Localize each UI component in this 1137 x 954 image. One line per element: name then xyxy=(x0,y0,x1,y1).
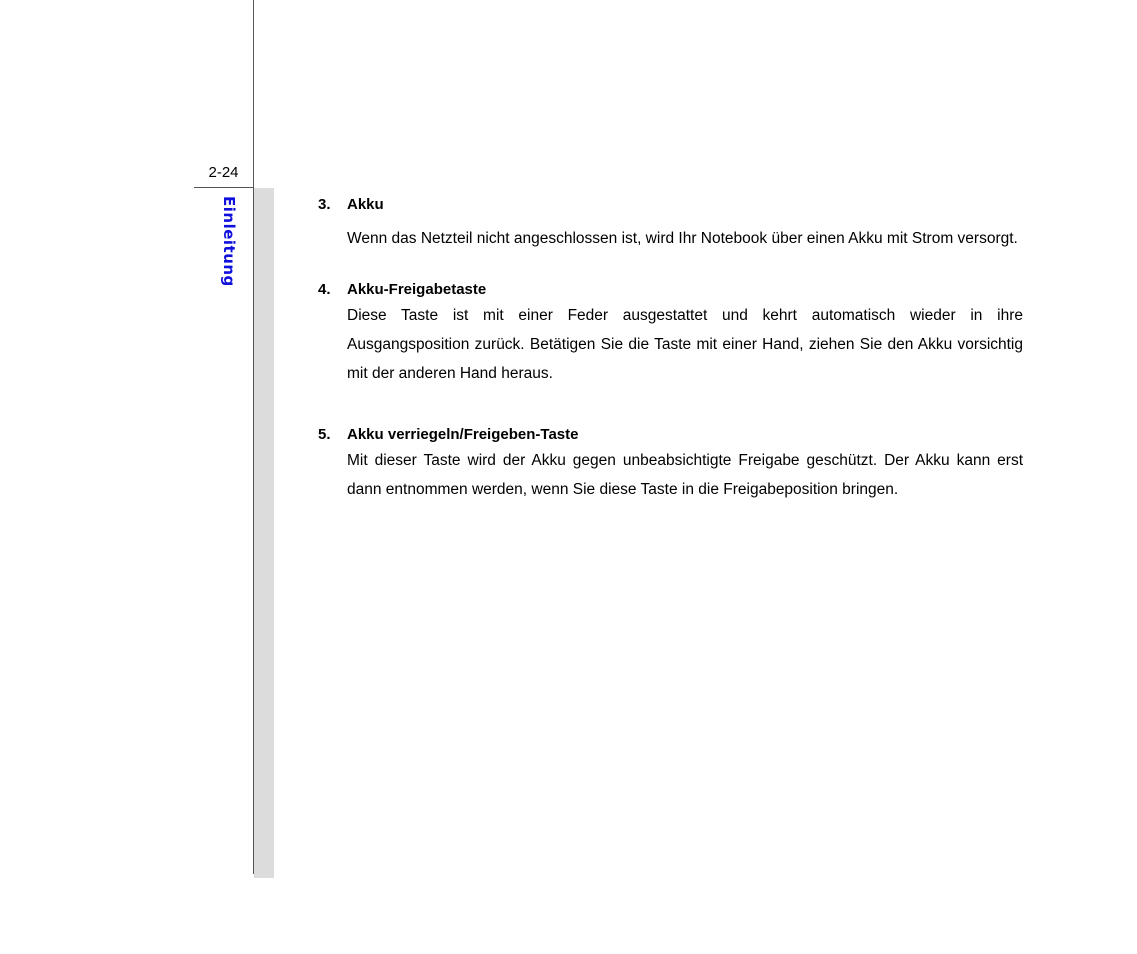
item-description: Wenn das Netzteil nicht angeschlossen ist, wird Ihr Notebook über einen Akku mit Strom versorgt. xyxy=(347,230,1018,247)
margin-bar xyxy=(254,188,274,878)
page-content xyxy=(318,194,1023,504)
item-number: 5. xyxy=(318,426,331,443)
item-title: Akku verriegeln/Freigeben-Taste xyxy=(347,426,579,443)
item-description: Diese Taste ist mit einer Feder ausgestattet und kehrt automatisch wieder in ihre Ausgangsposition zurück. Betätigen Sie die Taste mit einer Hand, ziehen Sie den Akku vorsichtig mit der anderen Hand heraus. xyxy=(347,307,1023,382)
list-item xyxy=(318,424,1023,504)
item-description: Mit dieser Taste wird der Akku gegen unbeabsichtigte Freigabe geschützt. Der Akku kann erst dann entnommen werden, wenn Sie diese Taste in die Freigabeposition bringen. xyxy=(347,452,1023,498)
item-number: 4. xyxy=(318,281,331,298)
item-title: Akku-Freigabetaste xyxy=(347,281,487,298)
section-tab: Einleitung xyxy=(220,196,238,287)
item-number: 3. xyxy=(318,196,331,213)
item-title: Akku xyxy=(347,196,384,213)
list-item xyxy=(318,194,1023,253)
list-item xyxy=(318,279,1023,388)
page-number-underline xyxy=(194,187,254,188)
page-number: 2-24 xyxy=(208,164,239,181)
